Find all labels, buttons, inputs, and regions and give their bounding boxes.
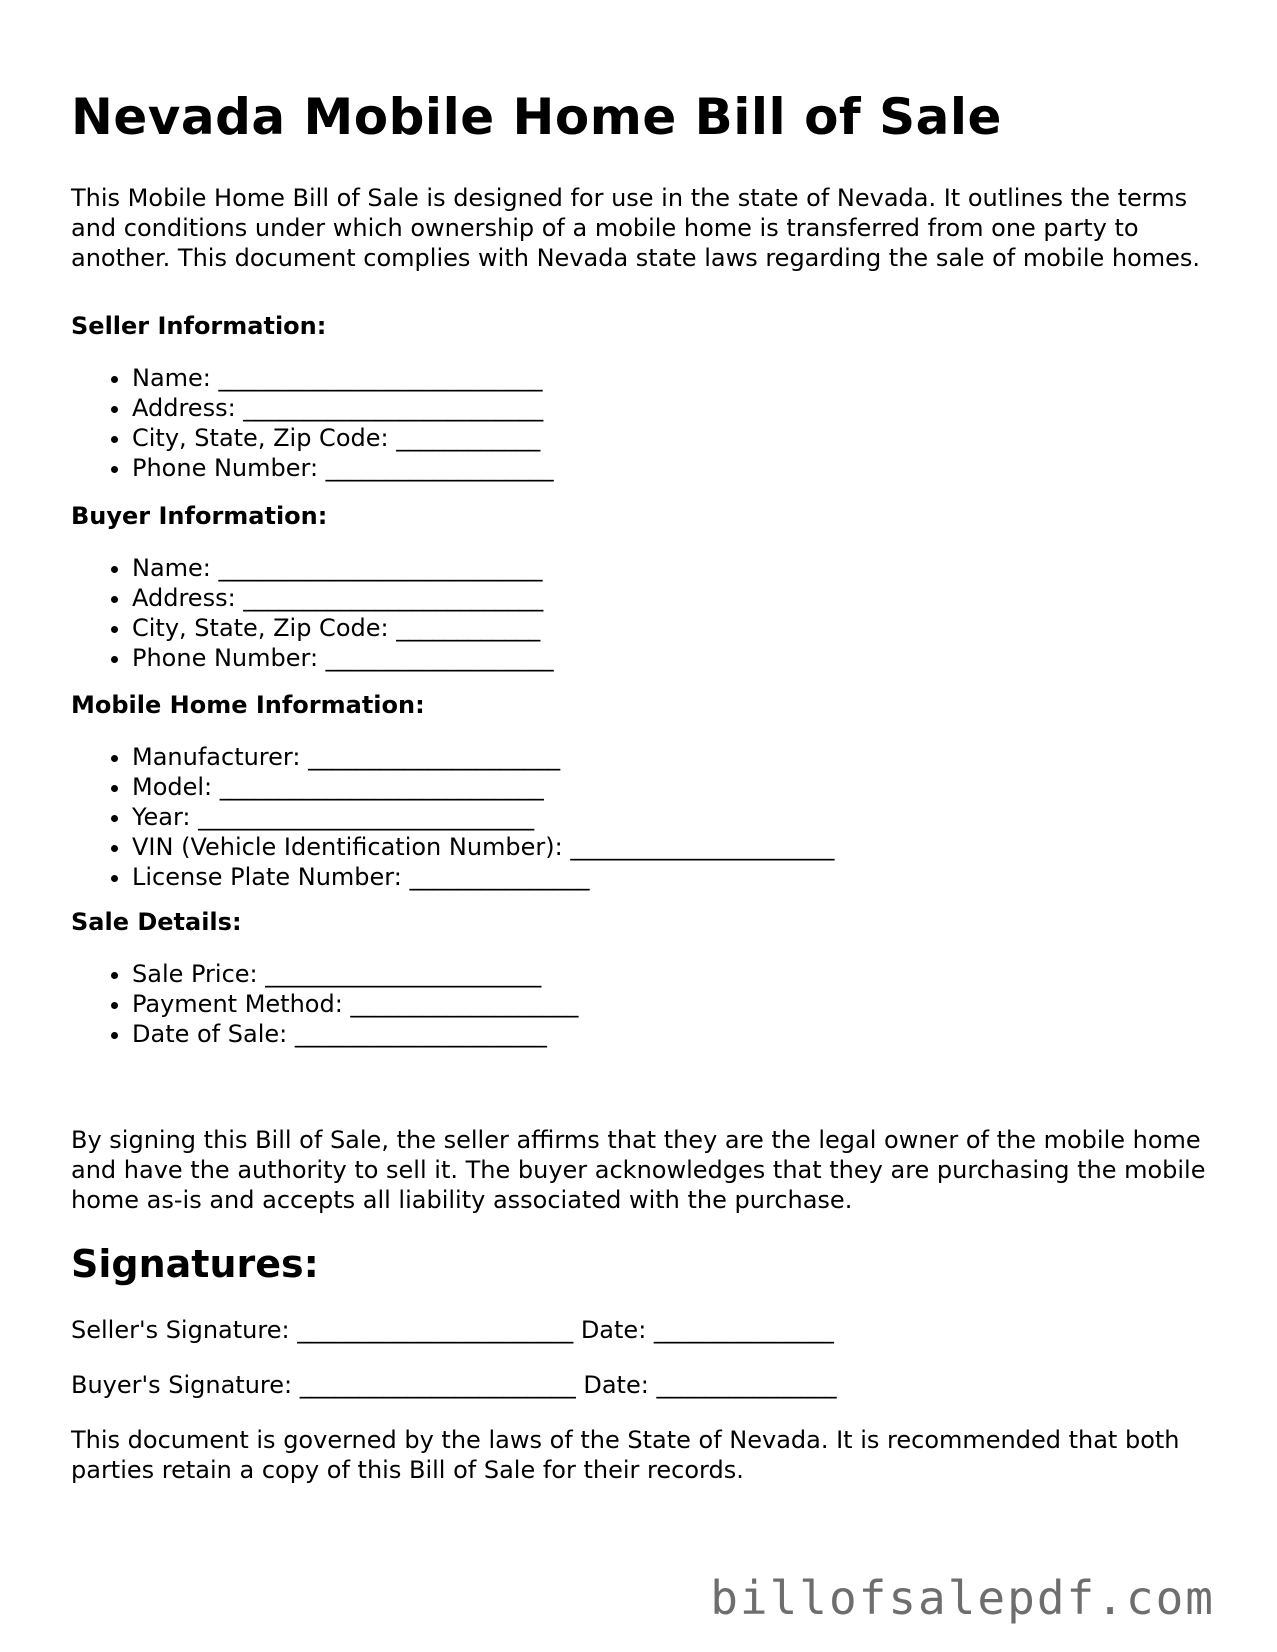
payment-method-field[interactable]: • Payment Method: ___________________: [132, 989, 578, 1019]
intro-paragraph: This Mobile Home Bill of Sale is designed for use in the state of Nevada. It outlines the terms and conditions under which ownership of a mobile home is transferred from one party to another. This document complies with Nevada state laws regarding the sale of mobile homes.: [71, 184, 1201, 272]
document-title: Nevada Mobile Home Bill of Sale: [71, 88, 1002, 146]
buyer-city-state-zip-field[interactable]: • City, State, Zip Code: ____________: [132, 613, 554, 643]
mobile-home-field-list: [71, 742, 834, 892]
date-of-sale-field[interactable]: • Date of Sale: _____________________: [132, 1019, 578, 1049]
buyer-heading: Buyer Information:: [71, 502, 328, 530]
sale-field-list: [71, 959, 578, 1049]
sale-price-field[interactable]: • Sale Price: _______________________: [132, 959, 578, 989]
seller-address-field[interactable]: • Address: _________________________: [132, 393, 554, 423]
seller-city-state-zip-field[interactable]: • City, State, Zip Code: ____________: [132, 423, 554, 453]
seller-name-field[interactable]: • Name: ___________________________: [132, 363, 554, 393]
license-plate-field[interactable]: • License Plate Number: _______________: [132, 862, 834, 892]
watermark-text: billofsalepdf.com: [710, 1571, 1215, 1625]
buyer-field-list: [71, 553, 554, 673]
buyer-phone-field[interactable]: • Phone Number: ___________________: [132, 643, 554, 673]
affirmation-paragraph: By signing this Bill of Sale, the seller affirms that they are the legal owner of the mobile home and have the authority to sell it. The buyer acknowledges that they are purchasing the mobile home as-is and accepts all liability associated with the purchase.: [71, 1126, 1206, 1214]
year-field[interactable]: • Year: ____________________________: [132, 802, 834, 832]
buyer-signature-line[interactable]: Buyer's Signature: _______________________ Date: _______________: [71, 1371, 837, 1399]
vin-field[interactable]: • VIN (Vehicle Identification Number): ______________________: [132, 832, 834, 862]
seller-phone-field[interactable]: • Phone Number: ___________________: [132, 453, 554, 483]
model-field[interactable]: • Model: ___________________________: [132, 772, 834, 802]
buyer-name-field[interactable]: • Name: ___________________________: [132, 553, 554, 583]
mobile-home-heading: Mobile Home Information:: [71, 691, 425, 719]
governing-law-paragraph: This document is governed by the laws of the State of Nevada. It is recommended that both parties retain a copy of this Bill of Sale for their records.: [71, 1426, 1180, 1484]
seller-heading: Seller Information:: [71, 312, 327, 340]
sale-details-heading: Sale Details:: [71, 908, 242, 936]
buyer-address-field[interactable]: • Address: _________________________: [132, 583, 554, 613]
signatures-heading: Signatures:: [71, 1242, 319, 1286]
manufacturer-field[interactable]: • Manufacturer: _____________________: [132, 742, 834, 772]
seller-field-list: [71, 363, 554, 483]
seller-signature-line[interactable]: Seller's Signature: _______________________ Date: _______________: [71, 1316, 834, 1344]
